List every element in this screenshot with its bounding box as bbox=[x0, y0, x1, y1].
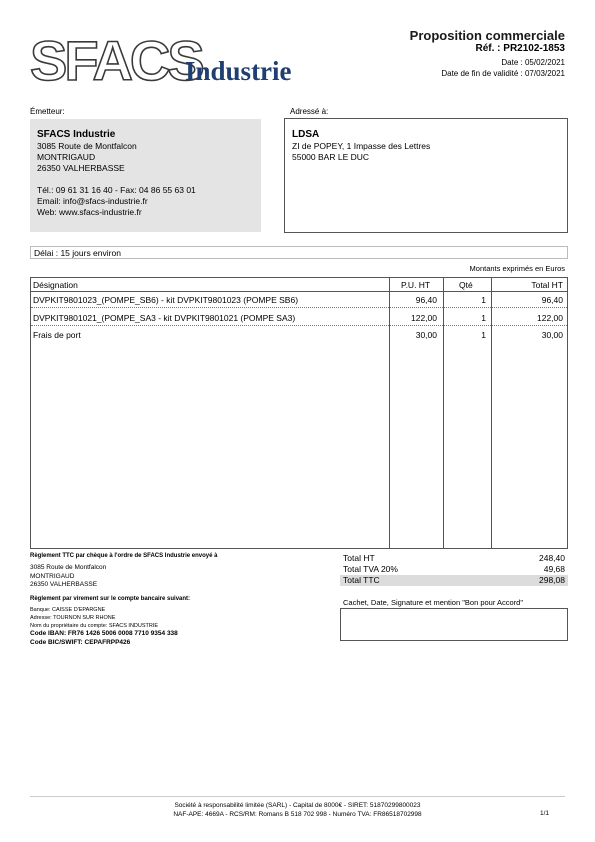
cheque-payment-title: Règlement TTC par chèque à l'ordre de SFACS Industrie envoyé à bbox=[30, 553, 218, 559]
validity-date: Date de fin de validité : 07/03/2021 bbox=[441, 69, 565, 78]
footer-legal-line: NAF-APE: 4669A - RCS/RM: Romans B 518 702 998 - Numéro TVA: FR86518702998 bbox=[173, 811, 422, 818]
row-designation: DVPKIT9801021_(POMPE_SA3 - kit DVPKIT9801021 (POMPE SA3) bbox=[33, 313, 296, 323]
table-row bbox=[31, 313, 567, 331]
table-row bbox=[31, 295, 567, 313]
document-date: Date : 05/02/2021 bbox=[501, 58, 565, 67]
row-total: 122,00 bbox=[537, 313, 563, 323]
account-owner: Nom du propriétaire du compte: SFACS INDUSTRIE bbox=[30, 623, 159, 629]
row-designation: DVPKIT9801023_(POMPE_SB6) - kit DVPKIT9801023 (POMPE SB6) bbox=[33, 295, 299, 305]
delivery-delay: Délai : 15 jours environ bbox=[30, 246, 568, 259]
recipient-address-line: ZI de POPEY, 1 Impasse des Lettres bbox=[292, 141, 431, 151]
total-value: 248,40 bbox=[539, 553, 565, 563]
issuer-email: Email: info@sfacs-industrie.fr bbox=[37, 196, 148, 206]
logo-word: Industrie bbox=[185, 56, 292, 86]
signature-box bbox=[340, 608, 568, 641]
header-total: Total HT bbox=[531, 280, 563, 290]
row-unit-price: 122,00 bbox=[411, 313, 437, 323]
header-designation: Désignation bbox=[33, 280, 78, 290]
cheque-address-line: 3085 Route de Montfalcon bbox=[30, 564, 107, 571]
signature-label: Cachet, Date, Signature et mention "Bon pour Accord" bbox=[343, 598, 524, 607]
document-reference: Réf. : PR2102-1853 bbox=[475, 43, 565, 54]
recipient-address-line: 55000 BAR LE DUC bbox=[292, 152, 370, 162]
row-unit-price: 30,00 bbox=[415, 330, 437, 340]
page-number: 1/1 bbox=[539, 810, 549, 817]
issuer-address-line: 3085 Route de Montfalcon bbox=[37, 141, 137, 151]
total-value: 49,68 bbox=[543, 564, 565, 574]
row-unit-price: 96,40 bbox=[415, 295, 437, 305]
bank-address: Adresse: TOURNON SUR RHONE bbox=[30, 615, 116, 621]
recipient-box bbox=[284, 118, 568, 233]
total-value: 298,08 bbox=[539, 575, 565, 585]
row-total: 96,40 bbox=[541, 295, 563, 305]
currency-note: Montants exprimés en Euros bbox=[469, 264, 565, 273]
table-row bbox=[31, 330, 567, 348]
bank-name: Banque: CAISSE D'EPARGNE bbox=[30, 607, 106, 613]
total-label: Total TVA 20% bbox=[343, 564, 398, 574]
cheque-address-line: 26350 VALHERBASSE bbox=[30, 581, 98, 588]
recipient-label: Adressé à: bbox=[290, 107, 329, 116]
row-quantity: 1 bbox=[481, 330, 486, 340]
issuer-box bbox=[30, 119, 261, 232]
total-label: Total TTC bbox=[343, 575, 380, 585]
logo-letters: SFACS bbox=[30, 30, 202, 88]
iban-code: Code IBAN: FR76 1426 5006 0008 7710 9354 338 bbox=[30, 630, 178, 637]
recipient-name: LDSA bbox=[292, 129, 320, 140]
issuer-name: SFACS Industrie bbox=[37, 129, 116, 140]
total-label: Total HT bbox=[343, 553, 375, 563]
total-ttc-row bbox=[340, 575, 568, 586]
transfer-payment-title: Règlement par virement sur le compte bancaire suivant: bbox=[30, 596, 191, 602]
issuer-address-line: MONTRIGAUD bbox=[37, 152, 96, 162]
header-unit-price: P.U. HT bbox=[401, 280, 431, 290]
issuer-phone: Tél.: 09 61 31 16 40 - Fax: 04 86 55 63 01 bbox=[37, 185, 196, 195]
cheque-address-line: MONTRIGAUD bbox=[30, 573, 75, 580]
sfacs-industrie-logo bbox=[30, 30, 315, 88]
row-total: 30,00 bbox=[541, 330, 563, 340]
bic-code: Code BIC/SWIFT: CEPAFRPP426 bbox=[30, 639, 131, 646]
row-divider bbox=[31, 325, 567, 326]
row-divider bbox=[31, 307, 567, 308]
footer-divider bbox=[30, 796, 565, 797]
issuer-label: Émetteur: bbox=[30, 107, 65, 116]
row-quantity: 1 bbox=[481, 313, 486, 323]
issuer-address-line: 26350 VALHERBASSE bbox=[37, 163, 125, 173]
items-table bbox=[30, 277, 568, 549]
row-quantity: 1 bbox=[481, 295, 486, 305]
total-tva-row bbox=[340, 564, 568, 575]
footer-legal-line: Société à responsabilité limitée (SARL) - Capital de 8000€ - SIRET: 51870299800023 bbox=[174, 802, 421, 809]
header-quantity: Qté bbox=[459, 280, 473, 290]
issuer-web: Web: www.sfacs-industrie.fr bbox=[37, 207, 142, 217]
table-header bbox=[31, 278, 567, 292]
row-designation: Frais de port bbox=[33, 330, 81, 340]
total-ht-row bbox=[340, 553, 568, 564]
document-title: Proposition commerciale bbox=[409, 28, 565, 43]
